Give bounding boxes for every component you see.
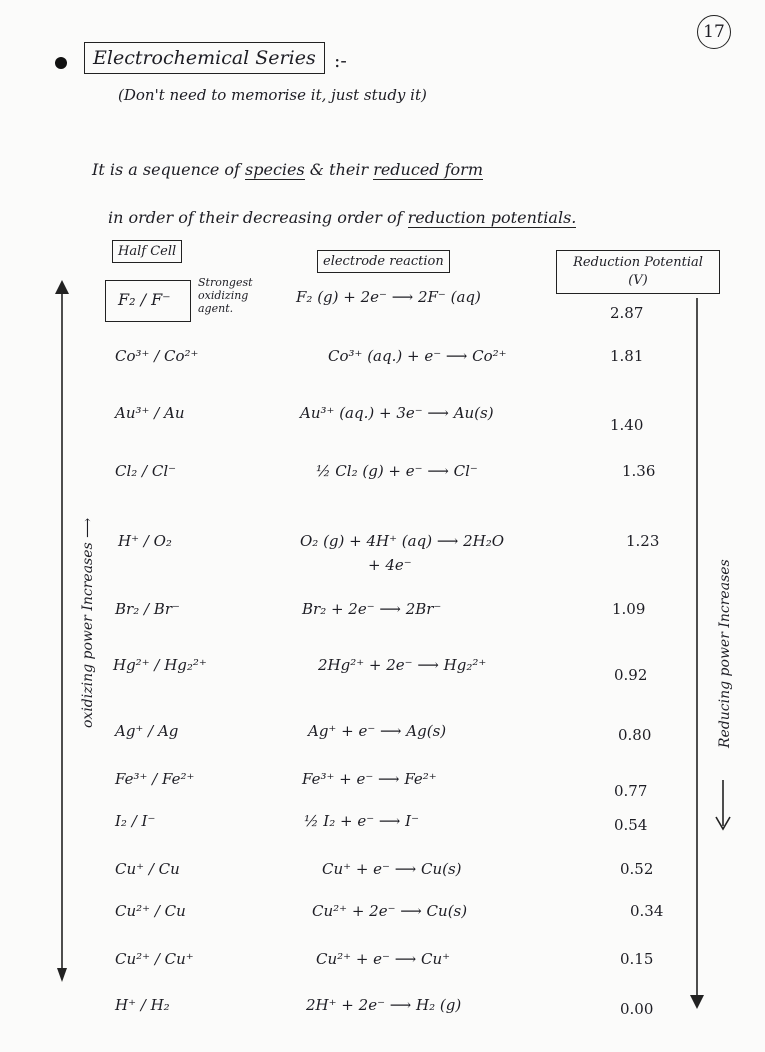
half-cell: H⁺ / H₂ (115, 996, 170, 1014)
reduction-potential: 2.87 (610, 304, 644, 322)
electrode-reaction-continued: + 4e⁻ (368, 556, 412, 574)
table-row (0, 288, 765, 322)
column-header-half-cell: Half Cell (112, 240, 182, 263)
table-row (0, 532, 765, 574)
definition-species: species (245, 160, 305, 179)
electrode-reaction: Cu²⁺ + 2e⁻ ⟶ Cu(s) (312, 902, 468, 920)
half-cell: Cu²⁺ / Cu⁺ (115, 950, 194, 968)
reduction-potential: 0.34 (630, 902, 664, 920)
study-note: (Don't need to memorise it, just study it) (118, 86, 427, 104)
half-cell: Cu⁺ / Cu (115, 860, 180, 878)
table-row (0, 902, 765, 932)
electrode-reaction: ½ I₂ + e⁻ ⟶ I⁻ (304, 812, 420, 830)
electrode-reaction: Ag⁺ + e⁻ ⟶ Ag(s) (308, 722, 447, 740)
electrode-reaction: 2H⁺ + 2e⁻ ⟶ H₂ (g) (306, 996, 462, 1014)
half-cell: Cl₂ / Cl⁻ (115, 462, 177, 480)
half-cell: Cu²⁺ / Cu (115, 902, 186, 920)
half-cell: Au³⁺ / Au (115, 404, 185, 422)
definition-text: in order of their decreasing order of (108, 208, 408, 227)
electrode-reaction: 2Hg²⁺ + 2e⁻ ⟶ Hg₂²⁺ (318, 656, 487, 674)
table-row (0, 722, 765, 752)
definition-reduced-form: reduced form (373, 160, 483, 179)
electrode-reaction: Fe³⁺ + e⁻ ⟶ Fe²⁺ (302, 770, 437, 788)
electrode-reaction: F₂ (g) + 2e⁻ ⟶ 2F⁻ (aq) (296, 288, 481, 306)
reduction-potential: 1.36 (622, 462, 656, 480)
right-axis-label: Reducing power Increases (717, 559, 733, 748)
half-cell: I₂ / I⁻ (115, 812, 156, 830)
half-cell: F₂ / F⁻ (118, 290, 171, 309)
table-row (0, 812, 765, 842)
table-row (0, 347, 765, 377)
heading: Electrochemical Series (84, 42, 325, 74)
reduction-potential: 0.15 (620, 950, 654, 968)
reduction-potential: 1.40 (610, 416, 644, 434)
left-axis-label: oxidizing power Increases ⟶ (80, 517, 96, 728)
reduction-potential: 0.52 (620, 860, 654, 878)
table-row (0, 860, 765, 890)
definition-text: & their (304, 160, 374, 179)
strongest-label: Strongest oxidizing agent. (198, 276, 253, 315)
definition-text: It is a sequence of (92, 160, 246, 179)
electrode-reaction: Co³⁺ (aq.) + e⁻ ⟶ Co²⁺ (328, 347, 507, 365)
reduction-potential: 0.77 (614, 782, 648, 800)
half-cell: Co³⁺ / Co²⁺ (115, 347, 199, 365)
half-cell: Fe³⁺ / Fe²⁺ (115, 770, 195, 788)
table-row (0, 600, 765, 630)
table-row (0, 462, 765, 492)
reduction-potential: 0.92 (614, 666, 648, 684)
electrode-reaction: Cu⁺ + e⁻ ⟶ Cu(s) (322, 860, 462, 878)
half-cell: H⁺ / O₂ (118, 532, 172, 550)
reduction-potential: 1.81 (610, 347, 644, 365)
reduction-potential: 0.00 (620, 1000, 654, 1018)
definition-reduction-potentials: reduction potentials. (407, 208, 577, 227)
column-header-reduction-potential: Reduction Potential (V) (556, 250, 720, 294)
half-cell: Ag⁺ / Ag (115, 722, 179, 740)
page-number: 17 (697, 15, 731, 49)
heading-suffix: :- (334, 50, 347, 72)
electrode-reaction: Cu²⁺ + e⁻ ⟶ Cu⁺ (316, 950, 451, 968)
table-row (0, 656, 765, 686)
half-cell: Br₂ / Br⁻ (115, 600, 180, 618)
electrode-reaction: O₂ (g) + 4H⁺ (aq) ⟶ 2H₂O (300, 532, 505, 550)
reduction-potential: 0.80 (618, 726, 652, 744)
electrode-reaction: Au³⁺ (aq.) + 3e⁻ ⟶ Au(s) (300, 404, 494, 422)
electrode-reaction: Br₂ + 2e⁻ ⟶ 2Br⁻ (302, 600, 442, 618)
electrode-reaction: ½ Cl₂ (g) + e⁻ ⟶ Cl⁻ (316, 462, 478, 480)
reduction-potential: 1.23 (626, 532, 660, 550)
reduction-potential: 0.54 (614, 816, 648, 834)
table-row (0, 404, 765, 434)
column-header-electrode-reaction: electrode reaction (317, 250, 450, 273)
table-row (0, 770, 765, 800)
reduction-potential: 1.09 (612, 600, 646, 618)
half-cell: Hg²⁺ / Hg₂²⁺ (113, 656, 207, 674)
table-row (0, 996, 765, 1026)
table-row (0, 950, 765, 980)
